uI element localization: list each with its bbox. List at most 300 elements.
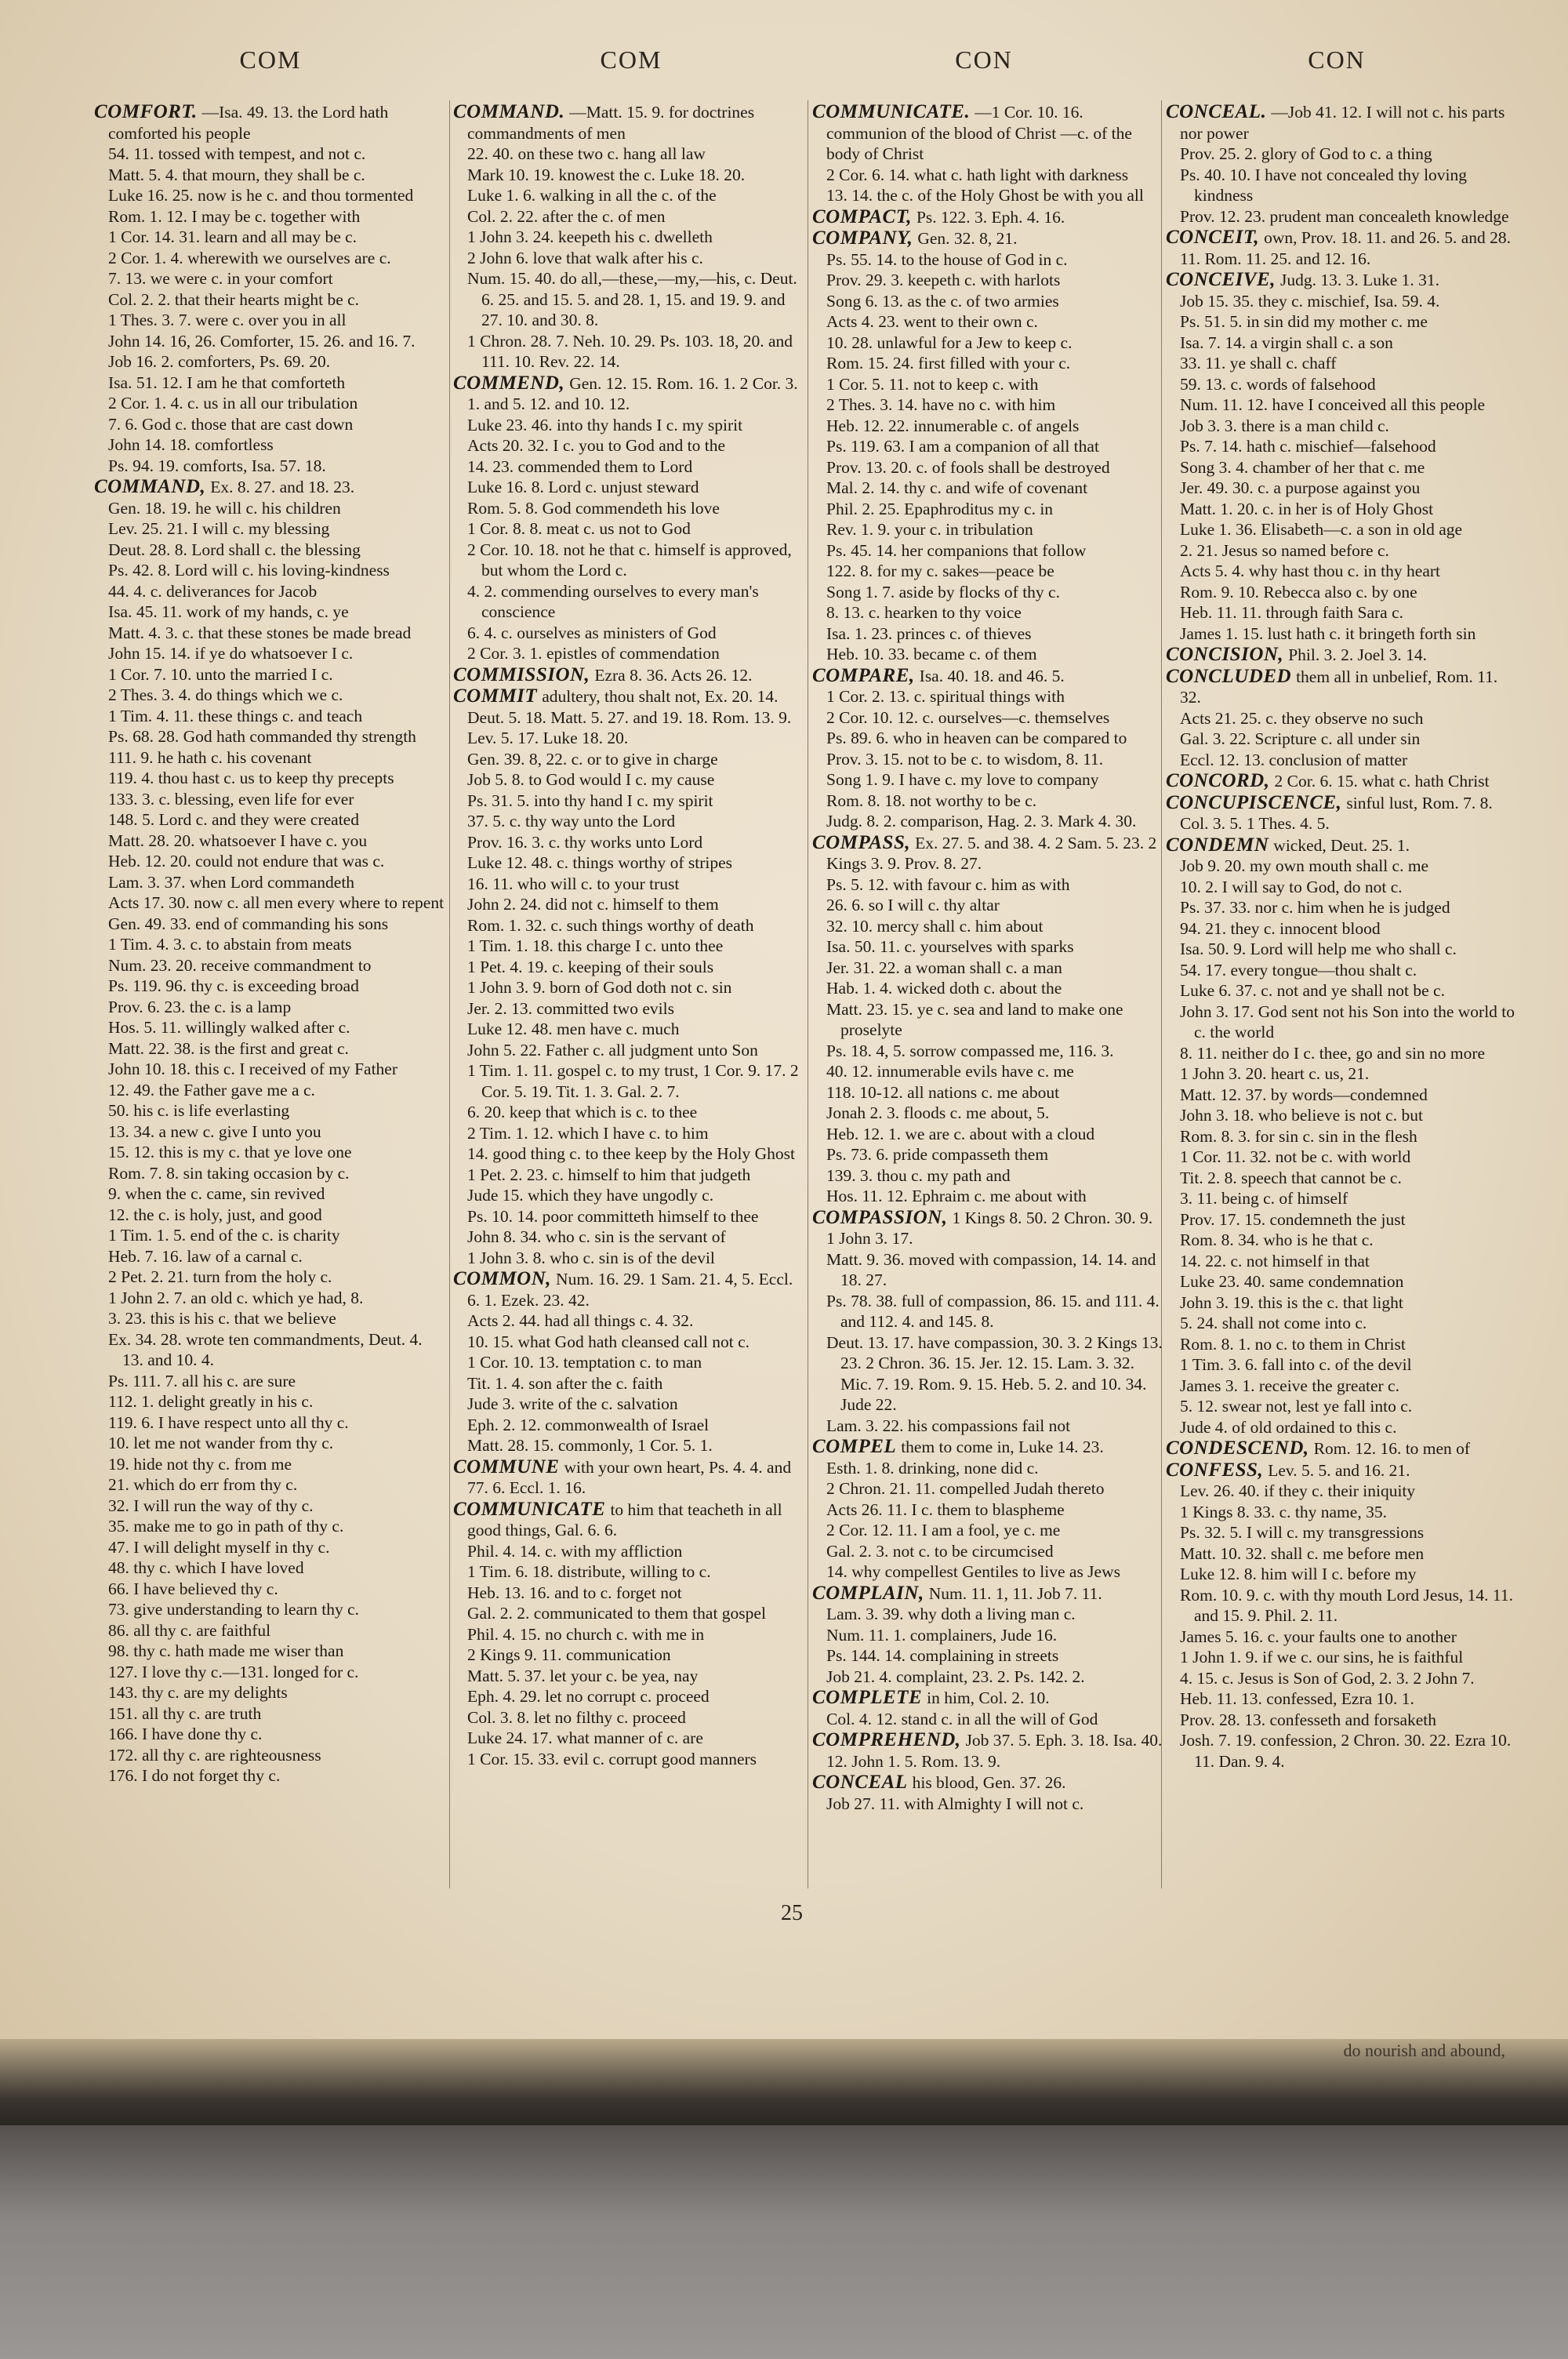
concordance-entry [453,1457,806,1499]
entry-reference-line: Luke 23. 46. into thy hands I c. my spirit [467,415,743,434]
entry-reference-line: Ezra 8. 36. Acts 26. 12. [594,665,753,685]
entry-reference-line: Jer. 31. 22. a woman shall c. a man [826,958,1062,977]
entry-subline [1180,1647,1519,1668]
entry-subline [108,393,447,414]
entry-reference-line: 1 Cor. 7. 10. unto the married I c. [108,664,333,684]
entry-subline [826,1625,1165,1646]
entry-subline [467,1686,806,1707]
entry-subline [467,811,806,832]
entry-subline [108,248,447,269]
concordance-entry [812,1772,1165,1814]
entry-reference-line: Deut. 28. 8. Lord shall c. the blessing [108,540,361,559]
entry-reference-line: John 14. 16, 26. Comforter, 15. 26. and 16. 7. [108,331,416,351]
entry-reference-line: Isa. 40. 18. and 46. 5. [919,666,1065,685]
entry-reference-line: Gen. 39. 8, 22. c. or to give in charge [467,749,718,769]
entry-reference-line: 1 Kings 8. 50. 2 Chron. 30. 9. 1 John 3. 17. [826,1208,1153,1248]
entry-subline [467,498,806,519]
entry-reference-line: 32. I will run the way of thy c. [108,1496,314,1515]
entry-subline [108,1038,447,1060]
entry-reference-line: John 3. 18. who believe is not c. but [1180,1106,1423,1125]
entry-subline [1180,1627,1519,1648]
entry-subline [826,1645,1165,1667]
entry-reference-line: 44. 4. c. deliverances for Jacob [108,581,318,601]
entry-subline [1180,1209,1519,1230]
entry-subline [467,581,806,623]
entry-subline [467,1728,806,1749]
entry-reference-line: Ps. 18. 4, 5. sorrow compassed me, 116. 3. [826,1041,1114,1060]
entry-subline [108,1308,447,1329]
next-page-bleed-text: do nourish and abound, [1343,2041,1505,2060]
entry-subline [108,206,447,227]
entry-subline [108,809,447,831]
concordance-entry [812,1437,1165,1583]
entry-reference-line: 14. why compellest Gentiles to live as Jews [826,1562,1120,1581]
entry-subline [108,1662,447,1683]
entry-subline [1180,1481,1519,1502]
entry-reference-line: Ps. 7. 14. hath c. mischief—falsehood [1180,437,1436,456]
entry-reference-line: Lev. 5. 5. and 16. 21. [1268,1460,1410,1480]
entry-subline [826,1541,1165,1562]
entry-subline [826,1794,1165,1815]
entry-subline [1180,561,1519,582]
entry-reference-line: Gen. 32. 8, 21. [917,229,1018,248]
entry-subline [108,289,447,311]
entry-subline [108,1391,447,1412]
entry-subline [467,915,806,936]
entry-subline [467,1561,806,1583]
entry-subline [108,892,447,914]
entry-reference-line: 73. give understanding to learn thy c. [108,1600,360,1619]
entry-subline [826,582,1165,603]
entry-reference-line: Ex. 8. 27. and 18. 23. [210,478,355,496]
entry-subline [467,1707,806,1728]
entry-subline [1180,1043,1519,1064]
entry-headword: COMMUNICATE [453,1498,606,1520]
entry-reference-line: Heb. 12. 1. we are c. about with a cloud [826,1124,1095,1143]
entry-reference-line: Matt. 10. 32. shall c. me before men [1180,1543,1425,1563]
entry-subline [826,1561,1165,1583]
entry-subline [1180,499,1519,520]
entry-subline [826,1144,1165,1165]
entry-reference-line: 1 John 3. 20. heart c. us, 21. [1180,1064,1370,1083]
entry-subline [108,747,447,769]
entry-reference-line: them to come in, Luke 14. 23. [901,1438,1104,1456]
entry-reference-line: 48. thy c. which I have loved [108,1558,304,1577]
entry-reference-line: Mal. 2. 14. thy c. and wife of covenant [826,478,1088,497]
entry-reference-line: Song 1. 9. I have c. my love to company [826,770,1099,789]
concordance-entry [812,102,1165,206]
entry-headword: COMMAND. [453,102,565,122]
entry-reference-line: Heb. 7. 16. law of a carnal c. [108,1246,303,1266]
entry-reference-line: Ps. 51. 5. in sin did my mother c. me [1180,312,1428,331]
entry-subline [108,685,447,706]
entry-reference-line: 1 John 3. 8. who c. sin is of the devil [467,1248,715,1267]
entry-reference-line: 16. 11. who will c. to your trust [467,874,680,893]
entry-subline [826,1458,1165,1479]
entry-reference-line: —Isa. 49. 13. the Lord hath comforted his people [108,103,389,143]
entry-reference-line: Eph. 4. 29. let no corrupt c. proceed [467,1687,710,1706]
entry-reference-line: Lev. 26. 40. if they c. their iniquity [1180,1481,1416,1500]
concordance-entry [812,666,1165,832]
entry-reference-line: 37. 5. c. thy way unto the Lord [467,812,676,831]
column-1 [94,102,447,1882]
entry-reference-line: Job 21. 4. complaint, 23. 2. Ps. 142. 2. [826,1667,1085,1686]
entry-subline [826,478,1165,499]
entry-subline [467,894,806,915]
entry-reference-line: Acts 20. 32. I c. you to God and to the [467,436,726,455]
entry-reference-line: Acts 21. 25. c. they observe no such [1180,708,1424,728]
concordance-entry [812,833,1165,1207]
entry-reference-line: wicked, Deut. 25. 1. [1273,835,1410,855]
entry-headword: CONCORD, [1166,770,1270,791]
entry-reference-line: 112. 1. delight greatly in his c. [108,1392,314,1411]
entry-subline [467,1206,806,1227]
entry-reference-line: 2. 21. Jesus so named before c. [1180,540,1389,560]
entry-headword: CONCUPISCENCE, [1166,791,1342,813]
entry-reference-line: 59. 13. c. words of falsehood [1180,374,1376,394]
entry-reference-line: 6. 4. c. ourselves as ministers of God [467,623,717,642]
entry-subline [467,477,806,498]
entry-subline [108,934,447,955]
entry-subline [467,415,806,436]
entry-subline [826,811,1165,832]
entry-subline [108,1080,447,1101]
entry-subline [826,457,1165,478]
entry-reference-line: John 15. 14. if ye do whatsoever I c. [108,644,354,663]
concordance-entry [812,1583,1165,1688]
entry-reference-line: Ps. 122. 3. Eph. 4. 16. [916,207,1065,227]
entry-reference-line: Ps. 10. 14. poor committeth himself to thee [467,1206,759,1226]
entry-reference-line: Heb. 12. 20. could not endure that was c. [108,852,385,871]
entry-subline [108,1329,447,1371]
entry-subline [467,248,806,269]
entry-reference-line: John 5. 22. Father c. all judgment unto Son [467,1040,758,1060]
entry-reference-line: 7. 6. God c. those that are cast down [108,414,354,434]
entry-subline [1180,1063,1519,1085]
entry-subline [108,518,447,540]
entry-reference-line: 2 John 6. love that walk after his c. [467,248,703,267]
entry-reference-line: 1 Tim. 1. 11. gospel c. to my trust, 1 Cor. 9. 17. 2 Cor. 5. 19. Tit. 1. 3. Gal. 2. 7. [467,1061,799,1101]
entry-subline [108,498,447,519]
entry-reference-line: 143. thy c. are my delights [108,1683,288,1702]
entry-reference-line: Rom. 12. 16. to men of [1313,1439,1471,1458]
entry-subline [467,1352,806,1373]
entry-subline [108,664,447,685]
entry-subline [1180,291,1519,312]
entry-subline [826,644,1165,665]
entry-headword: COMMISSION, [453,663,590,685]
entry-reference-line: 1 Cor. 11. 32. not be c. with world [1180,1147,1411,1166]
running-head-3: CON [955,45,1013,74]
entry-subline [108,1703,447,1725]
entry-reference-line: Ps. 32. 5. I will c. my transgressions [1180,1523,1425,1542]
entry-reference-line: Lam. 3. 22. his compassions fail not [826,1416,1071,1435]
entry-subline [826,165,1165,186]
entry-subline [108,310,447,331]
entry-reference-line: Matt. 5. 37. let your c. be yea, nay [467,1666,699,1685]
entry-subline [108,1537,447,1558]
entry-subline [108,456,447,477]
entry-subline [108,1765,447,1787]
entry-subline [467,1102,806,1123]
entry-subline [826,1103,1165,1124]
entry-subline [108,1412,447,1434]
entry-reference-line: own, Prov. 18. 11. and 26. 5. and 28. 11. Rom. 11. 25. and 12. 16. [1180,228,1512,268]
concordance-entry [1166,645,1519,666]
entry-reference-line: 2 Kings 9. 11. communication [467,1645,671,1664]
entry-reference-line: Rom. 1. 32. c. such things worthy of death [467,915,754,935]
entry-subline [467,1019,806,1040]
column-3 [812,102,1165,1882]
entry-headword: CONCEIT, [1166,227,1260,248]
entry-reference-line: Hos. 5. 11. willingly walked after c. [108,1018,350,1037]
entry-reference-line: Acts 26. 11. I c. them to blaspheme [826,1499,1065,1519]
entry-reference-line: John 8. 34. who c. sin is the servant of [467,1227,726,1246]
entry-subline [826,1332,1165,1416]
entry-subline [1180,478,1519,499]
entry-reference-line: 98. thy c. hath made me wiser than [108,1641,344,1660]
entry-headword: COMPANY, [812,227,913,249]
entry-subline [826,958,1165,979]
entry-reference-line: Rom. 10. 9. c. with thy mouth Lord Jesus, 14. 11. and 15. 9. Phil. 2. 11. [1180,1585,1514,1625]
concordance-entry [1166,667,1519,771]
entry-subline [1180,353,1519,374]
entry-reference-line: Rev. 1. 9. your c. in tribulation [826,520,1033,539]
entry-subline [108,227,447,248]
entry-reference-line: Phil. 4. 15. no church c. with me in [467,1624,705,1644]
entry-reference-line: Tit. 1. 4. son after the c. faith [467,1373,663,1393]
entry-subline [467,1624,806,1645]
entry-subline [108,414,447,435]
entry-reference-line: Rom. 8. 18. not worthy to be c. [826,791,1037,810]
entry-reference-line: Isa. 1. 23. princes c. of thieves [826,623,1032,643]
entry-subline [108,1579,447,1600]
entry-reference-line: 148. 5. Lord c. and they were created [108,810,359,829]
entry-reference-line: 4. 2. commending ourselves to every man's conscience [467,581,759,621]
entry-reference-line: Jer. 49. 30. c. a purpose against you [1180,478,1421,497]
entry-subline [826,749,1165,770]
entry-headword: COMPARE, [812,664,915,686]
entry-reference-line: 35. make me to go in path of thy c. [108,1517,344,1536]
entry-reference-line: Ps. 119. 63. I am a companion of all that [826,437,1099,456]
entry-subline [467,331,806,373]
entry-reference-line: Gen. 18. 19. he will c. his children [108,498,341,518]
entry-reference-line: 127. I love thy c.—131. longed for c. [108,1662,359,1681]
entry-reference-line: Ps. 94. 19. comforts, Isa. 57. 18. [108,456,326,475]
entry-subline [467,1227,806,1248]
entry-reference-line: 1 Chron. 28. 7. Neh. 10. 29. Ps. 103. 18, 20. and 111. 10. Rev. 22. 14. [467,331,793,371]
entry-reference-line: 122. 8. for my c. sakes—peace be [826,562,1054,580]
entry-subline [467,1123,806,1144]
entry-reference-line: Gal. 2. 2. communicated to them that gospel [467,1604,766,1623]
entry-reference-line: Matt. 4. 3. c. that these stones be made bread [108,623,412,642]
entry-subline [467,936,806,957]
entry-reference-line: Acts 2. 44. had all things c. 4. 32. [467,1311,694,1330]
entry-reference-line: them all in unbelief, Rom. 11. 32. [1180,667,1498,707]
entry-headword: COMPLAIN, [812,1582,924,1604]
entry-subline [467,1332,806,1353]
background-shadow [0,2125,1568,2359]
entry-subline [1180,897,1519,918]
entry-reference-line: John 14. 18. comfortless [108,435,274,454]
entry-subline [108,1142,447,1163]
entry-subline [826,1061,1165,1082]
entry-reference-line: 139. 3. thou c. my path and [826,1165,1011,1185]
entry-reference-line: Num. 11. 1, 11. Job 7. 11. [928,1583,1102,1603]
entry-subline [1180,939,1519,960]
entry-subline [108,1558,447,1579]
entry-subline [1180,165,1519,206]
entry-reference-line: Rom. 8. 3. for sin c. sin in the flesh [1180,1126,1417,1146]
entry-reference-line: 111. 9. he hath c. his covenant [108,747,312,767]
entry-subline [467,1645,806,1666]
entry-reference-line: Luke 12. 48. c. things worthy of stripes [467,853,732,872]
entry-subline [1180,960,1519,981]
entry-subline [826,270,1165,291]
entry-subline [1180,1126,1519,1147]
entry-subline [826,602,1165,623]
entry-subline [1180,623,1519,645]
entry-subline [467,998,806,1020]
entry-subline [1180,1334,1519,1355]
entry-reference-line: Ex. 27. 5. and 38. 4. 2 Sam. 5. 23. 2 Kings 3. 9. Prov. 8. 27. [826,833,1157,873]
entry-subline [826,978,1165,999]
entry-subline [467,1583,806,1604]
entry-reference-line: Gal. 2. 3. not c. to be circumcised [826,1541,1054,1561]
entry-reference-line: Prov. 12. 23. prudent man concealeth knowledge [1180,206,1509,226]
entry-reference-line: Rom. 8. 1. no c. to them in Christ [1180,1334,1406,1354]
entry-reference-line: 13. 14. the c. of the Holy Ghost be with you all [826,186,1144,205]
entry-reference-line: Ex. 34. 28. wrote ten commandments, Deut. 4. 13. and 10. 4. [108,1329,423,1369]
entry-reference-line: Prov. 17. 15. condemneth the just [1180,1209,1406,1229]
entry-reference-line: 1 Cor. 15. 33. evil c. corrupt good manners [467,1749,757,1768]
concordance-entry [812,228,1165,665]
entry-subline [108,789,447,810]
entry-reference-line: 1 John 3. 24. keepeth his c. dwelleth [467,227,713,246]
entry-subline [826,686,1165,707]
entry-subline [108,1599,447,1620]
entry-reference-line: Lam. 3. 37. when Lord commandeth [108,872,355,892]
entry-subline [467,1040,806,1061]
entry-headword: COMMEND, [453,372,565,394]
entry-reference-line: Ps. 111. 7. all his c. are sure [108,1371,296,1390]
entry-subline [826,394,1165,416]
entry-reference-line: Eccl. 12. 13. conclusion of matter [1180,750,1408,769]
concordance-entry [812,207,1165,228]
entry-reference-line: Prov. 13. 20. c. of fools shall be destroyed [826,457,1110,477]
entry-subline [108,581,447,602]
entry-subline [826,769,1165,791]
entry-subline [1180,750,1519,771]
entry-reference-line: Song 6. 13. as the c. of two armies [826,291,1059,311]
entry-reference-line: Heb. 10. 33. became c. of them [826,645,1037,663]
running-head-1: COM [239,45,302,74]
entry-subline [467,1248,806,1269]
entry-reference-line: Matt. 22. 38. is the first and great c. [108,1038,349,1058]
entry-subline [467,185,806,206]
entry-subline [108,1100,447,1121]
entry-subline [826,416,1165,437]
entry-subline [467,1541,806,1562]
entry-reference-line: 26. 6. so I will c. thy altar [826,896,1000,914]
entry-subline [467,144,806,165]
entry-subline [1180,877,1519,898]
entry-reference-line: 1 Cor. 8. 8. meat c. us not to God [467,519,691,538]
entry-reference-line: Matt. 28. 15. commonly, 1 Cor. 5. 1. [467,1436,713,1455]
entry-subline [108,1620,447,1641]
entry-reference-line: 4. 15. c. Jesus is Son of God, 2. 3. 2 John 7. [1180,1668,1475,1688]
entry-subline [108,351,447,373]
entry-reference-line: Ps. 5. 12. with favour c. him as with [826,874,1070,894]
entry-subline [826,728,1165,749]
entry-reference-line: Lam. 3. 39. why doth a living man c. [826,1605,1076,1623]
entry-reference-line: Isa. 45. 11. work of my hands, c. ye [108,602,349,621]
concordance-entry [1166,227,1519,269]
entry-reference-line: Luke 12. 8. him will I c. before my [1180,1565,1417,1583]
entry-reference-line: Jude 4. of old ordained to this c. [1180,1417,1397,1437]
entry-subline [108,1724,447,1745]
entry-reference-line: —Job 41. 12. I will not c. his parts nor power [1180,103,1505,143]
entry-subline [108,623,447,644]
entry-subline [108,872,447,893]
entry-reference-line: 8. 11. neither do I c. thee, go and sin no more [1180,1043,1486,1063]
entry-subline [1180,1292,1519,1314]
entry-reference-line: 47. I will delight myself in thy c. [108,1537,330,1557]
concordance-entry [453,1499,806,1770]
entry-reference-line: 54. 17. every tongue—thou shalt c. [1180,960,1417,980]
entry-reference-line: 1 Pet. 2. 23. c. himself to him that judgeth [467,1165,751,1184]
entry-subline [467,643,806,664]
entry-subline [467,1435,806,1456]
entry-subline [108,1745,447,1766]
entry-reference-line: Matt. 12. 37. by words—condemned [1180,1085,1428,1104]
entry-reference-line: 94. 21. they c. innocent blood [1180,918,1381,938]
entry-reference-line: —1 Cor. 10. 16. communion of the blood of Christ —c. of the body of Christ [826,103,1132,163]
entry-reference-line: 2 Cor. 12. 11. I am a fool, ye c. me [826,1521,1061,1539]
concordance-entry [1166,102,1519,227]
entry-reference-line: Deut. 13. 17. have compassion, 30. 3. 2 Kings 13. 23. 2 Chron. 36. 15. Jer. 12. 15. Lam. 3. 32. Mic. 7. 19. Rom. 9. 15. Heb. 5. 2. and 10. 34. Jude 22. [826,1332,1163,1414]
entry-subline [1180,1168,1519,1189]
entry-subline [1180,333,1519,354]
concordance-entry [94,477,447,1787]
entry-subline [467,1666,806,1687]
entry-headword: COMFORT. [94,102,198,122]
entry-subline [108,1121,447,1143]
entry-subline [1180,457,1519,478]
entry-reference-line: 66. I have believed thy c. [108,1579,278,1598]
entry-subline [826,291,1165,312]
entry-subline [108,726,447,747]
entry-subline [108,706,447,727]
entry-reference-line: Heb. 11. 13. confessed, Ezra 10. 1. [1180,1689,1414,1708]
entry-reference-line: Ps. 144. 14. complaining in streets [826,1646,1059,1665]
entry-subline [1180,1271,1519,1292]
entry-reference-line: 3. 11. being c. of himself [1180,1189,1348,1208]
entry-headword: CONCEAL. [1166,102,1267,122]
entry-headword: CONDEMN [1166,834,1269,856]
entry-subline [467,435,806,456]
entry-reference-line: 2 Cor. 1. 4. wherewith we ourselves are c. [108,248,391,267]
entry-subline [826,311,1165,333]
entry-headword: COMMIT [453,685,538,707]
entry-reference-line: Isa. 7. 14. a virgin shall c. a son [1180,333,1393,352]
entry-subline [1180,206,1519,227]
concordance-entry [1166,771,1519,792]
concordance-entry [453,665,806,686]
entry-subline [826,1667,1165,1688]
entry-subline [1180,1376,1519,1397]
entry-subline [1180,1105,1519,1126]
